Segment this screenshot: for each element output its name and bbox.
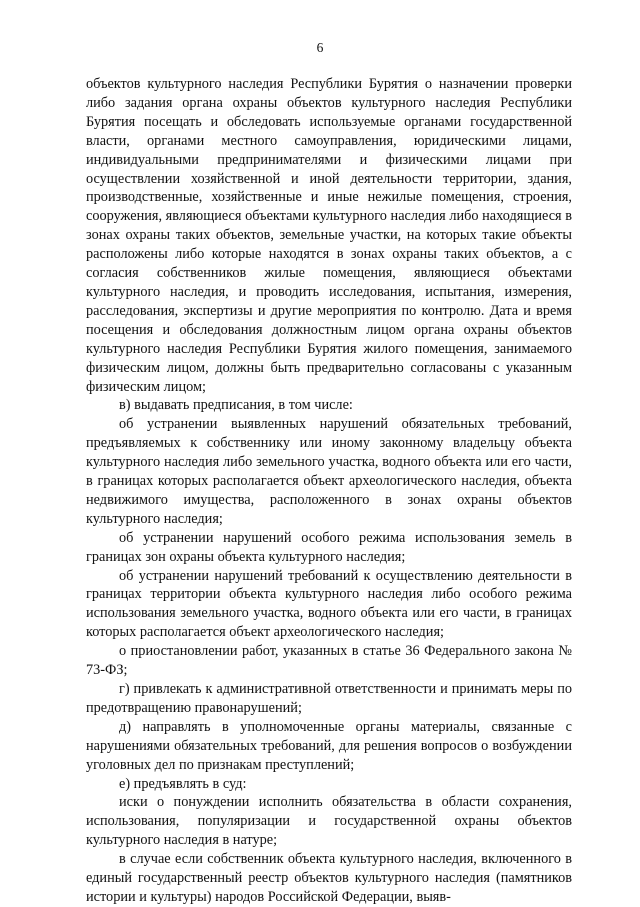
paragraph-item-e: е) предъявлять в суд:	[119, 775, 247, 792]
paragraph-subitem: об устранении нарушений требований к осуществлению деятельности в границах территории объекта культурного наследия либо особого режима использования земельного участка, водного объекта или его части, в границах которых располагается объект археологического наследия;	[86, 567, 572, 641]
paragraph-subitem: о приостановлении работ, указанных в статье 36 Федерального закона № 73-ФЗ;	[86, 643, 572, 679]
paragraph-subitem: об устранении нарушений особого режима использования земель в границах зон охраны объекта культурного наследия;	[86, 529, 572, 565]
paragraph-subitem: об устранении выявленных нарушений обязательных требований, предъявляемых к собственнику или иному законному владельцу объекта культурного наследия либо земельного участка, водного объекта или его части, в границах которых располагается объект археологического наследия, объекта недвижимого имущества, расположенного в зонах охраны объектов культурного наследия;	[86, 416, 572, 527]
paragraph-item-g: г) привлекать к административной ответственности и принимать меры по предотвращению правонарушений;	[86, 681, 572, 716]
paragraph-continuation: объектов культурного наследия Республики Бурятия о назначении проверки либо задания органа охраны объектов культурного наследия Республики Бурятия посещать и обследовать используемые органами государственной власти, органами местного самоуправления, юридическими лицами, индивидуальными предпринимателями и физическими лицами при осуществлении хозяйственной и иной деятельности территории, здания, производственные, хозяйственные и иные нежилые помещения, строения, сооружения, являющиеся объектами культурного наследия либо находящиеся в зонах охраны таких объектов, земельные участки, на которых такие объекты расположены либо которые находятся в зонах охраны таких объектов, а с согласия собственников жилые помещения, являющиеся объектами культурного наследия, и проводить исследования, испытания, измерения, расследования, экспертизы и другие мероприятия по контролю. Дата и время посещения и обследования должностным лицом органа охраны объектов культурного наследия Республики Бурятия жилого помещения, занимаемого физическим лицом, должны быть предварительно согласованы с указанным физическим лицом;	[86, 76, 572, 395]
body-text	[86, 75, 572, 907]
paragraph-item-d: д) направлять в уполномоченные органы материалы, связанные с нарушениями обязательных требований, для решения вопросов о возбуждении уголовных дел по признакам преступлений;	[86, 718, 572, 773]
paragraph-subitem: в случае если собственник объекта культурного наследия, включенного в единый государственный реестр объектов культурного наследия (памятников истории и культуры) народов Российской Федерации, выяв-	[86, 851, 572, 905]
page-number: 6	[316, 40, 324, 55]
paragraph-subitem: иски о понуждении исполнить обязательства в области сохранения, использования, популяризации и государственной охраны объектов культурного наследия в натуре;	[86, 794, 572, 849]
paragraph-item-v: в) выдавать предписания, в том числе:	[119, 397, 353, 414]
